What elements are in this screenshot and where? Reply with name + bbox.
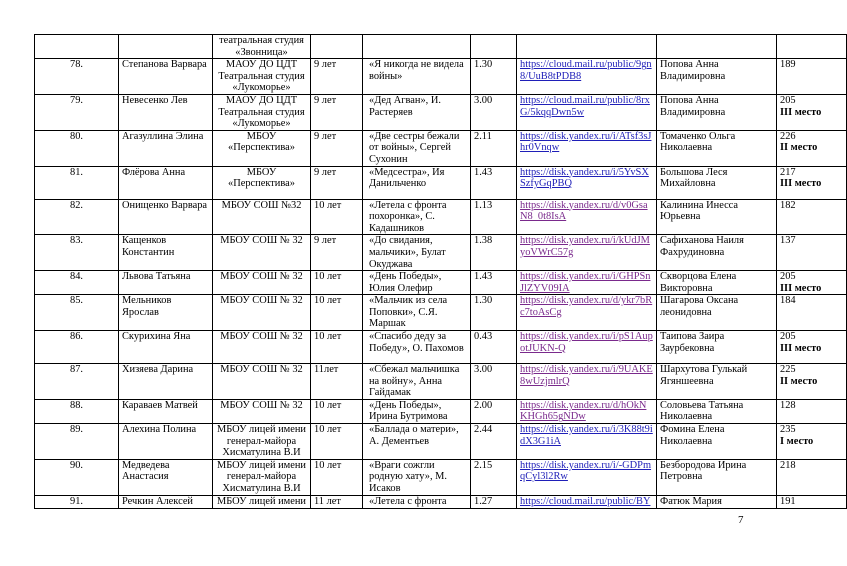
participant-name-text: Медведева Анастасия [122, 459, 170, 483]
row-number-cell [35, 331, 119, 364]
duration-cell [471, 424, 517, 460]
place-label: II место [780, 142, 818, 154]
teacher-name-text: Шагарова Оксана леонидовна [660, 295, 739, 318]
duration-cell [471, 130, 517, 166]
row-number-cell [35, 364, 119, 400]
organization-cell [213, 199, 311, 235]
teacher-name-text: Калинина Инесса Юрьевна [660, 199, 739, 223]
duration-text: 1.30 [474, 59, 493, 71]
video-link-cell [517, 364, 657, 400]
organization-cell [213, 364, 311, 400]
score-cell [777, 166, 847, 199]
score-value: 235 [780, 424, 796, 436]
results-table-body [35, 35, 847, 509]
duration-cell [471, 235, 517, 271]
video-link[interactable]: https://disk.yandex.ru/i/pS1AupotJUKN-Q [520, 331, 653, 354]
age-cell [311, 94, 363, 130]
teacher-name-cell [657, 166, 777, 199]
teacher-name-text: Соловьева Татьяна Николаевна [660, 399, 744, 423]
participant-name-cell [119, 399, 213, 423]
work-title-cell [363, 399, 471, 423]
teacher-name-text: Фомина Елена Николаевна [660, 424, 725, 447]
participant-name-cell [119, 459, 213, 495]
duration-cell [471, 59, 517, 95]
teacher-name-cell [657, 295, 777, 331]
organization-cell [213, 331, 311, 364]
duration-text: 1.30 [474, 295, 493, 307]
participant-name-cell [119, 295, 213, 331]
age-text: 10 лет [314, 424, 342, 436]
age-text: 9 лет [314, 130, 337, 142]
age-text: 10 лет [314, 331, 342, 343]
video-link-cell [517, 166, 657, 199]
work-title-cell [363, 166, 471, 199]
work-title-text: «Летела с фронта [369, 495, 447, 507]
row-number-text: 88. [70, 399, 83, 411]
duration-text: 2.11 [474, 130, 492, 142]
duration-text: 1.43 [474, 271, 493, 283]
age-cell [311, 130, 363, 166]
organization-cell [213, 295, 311, 331]
score-cell [777, 59, 847, 95]
score-value: 191 [780, 495, 796, 507]
video-link[interactable]: https://disk.yandex.ru/i/5YvSXSzfyGqPBQ [520, 166, 649, 190]
video-link-cell [517, 130, 657, 166]
work-title-text: «Я никогда не видела войны» [369, 59, 464, 82]
place-label: II место [780, 375, 818, 387]
organization-cell [213, 399, 311, 423]
teacher-name-cell [657, 424, 777, 460]
age-cell [311, 199, 363, 235]
work-title-text: «Сбежал мальчишка на войну», Анна Гайдамак [369, 364, 460, 399]
video-link[interactable]: https://disk.yandex.ru/i/-GDPmqCyl3l2Rw [520, 459, 652, 483]
place-label: III место [780, 178, 822, 190]
work-title-cell [363, 424, 471, 460]
teacher-name-cell [657, 94, 777, 130]
score-cell [777, 424, 847, 460]
row-number-cell [35, 35, 119, 59]
teacher-name-cell [657, 59, 777, 95]
work-title-cell [363, 35, 471, 59]
participant-name-cell [119, 271, 213, 295]
row-number-cell [35, 271, 119, 295]
video-link[interactable]: https://disk.yandex.ru/d/ykr7bRc7toAsCg [520, 295, 653, 318]
duration-cell [471, 364, 517, 400]
row-number-cell [35, 166, 119, 199]
teacher-name-text: Попова Анна Владимировна [660, 94, 726, 118]
participant-name-cell [119, 166, 213, 199]
teacher-name-text: Фатюк Мария [660, 495, 722, 507]
score-cell [777, 495, 847, 508]
age-text: 10 лет [314, 271, 342, 283]
score-cell [777, 94, 847, 130]
age-cell [311, 331, 363, 364]
row-number-text: 89. [70, 424, 83, 436]
teacher-name-cell [657, 130, 777, 166]
row-number-cell [35, 59, 119, 95]
organization-text: МБОУ СОШ № 32 [220, 331, 303, 343]
score-cell [777, 130, 847, 166]
duration-cell [471, 331, 517, 364]
work-title-cell [363, 271, 471, 295]
duration-text: 2.15 [474, 459, 493, 471]
duration-text: 3.00 [474, 94, 493, 106]
video-link[interactable]: https://cloud.mail.ru/public/8rxG/5kqqDwn5w [520, 94, 650, 118]
teacher-name-cell [657, 331, 777, 364]
row-number-text: 83. [70, 235, 83, 247]
results-table [34, 34, 847, 509]
score-value: 205 [780, 271, 796, 283]
work-title-cell [363, 59, 471, 95]
score-value: 218 [780, 459, 796, 471]
row-number-text: 84. [70, 271, 83, 283]
place-label: I место [780, 435, 814, 447]
video-link[interactable]: https://disk.yandex.ru/i/kUdJMyoVWrC57g [520, 235, 650, 258]
video-link-cell [517, 235, 657, 271]
organization-text: МБОУ СОШ № 32 [220, 235, 303, 247]
duration-text: 3.00 [474, 364, 493, 376]
work-title-cell [363, 130, 471, 166]
table-row [35, 235, 847, 271]
table-row [35, 271, 847, 295]
participant-name-text: Речкин Алексей [122, 495, 193, 507]
participant-name-cell [119, 364, 213, 400]
score-cell [777, 199, 847, 235]
organization-text: МАОУ ДО ЦДТ Театральная студия «Лукоморье» [218, 94, 305, 130]
table-row [35, 166, 847, 199]
score-value: 205 [780, 94, 796, 106]
organization-cell [213, 271, 311, 295]
duration-text: 2.44 [474, 424, 493, 436]
organization-cell [213, 235, 311, 271]
row-number-text: 82. [70, 199, 83, 211]
organization-cell [213, 94, 311, 130]
teacher-name-text: Шархутова Гулькай Ягяншеевна [660, 364, 748, 387]
work-title-text: «Мальчик из села Поповки», С.Я. Маршак [369, 295, 448, 330]
work-title-cell [363, 364, 471, 400]
score-value: 225 [780, 364, 796, 376]
duration-cell [471, 166, 517, 199]
teacher-name-text: Скворцова Елена Викторовна [660, 271, 737, 294]
score-cell [777, 271, 847, 295]
organization-cell [213, 495, 311, 508]
row-number-text: 91. [70, 495, 83, 507]
score-value: 128 [780, 399, 796, 411]
participant-name-text: Хизяева Дарина [122, 364, 194, 376]
results-table-wrapper [34, 34, 822, 509]
video-link-cell [517, 271, 657, 295]
video-link[interactable]: https://disk.yandex.ru/d/hOkNKHGh65gNDw [520, 399, 647, 423]
work-title-text: «День Победы», Ирина Бутримова [369, 399, 448, 423]
score-value: 226 [780, 130, 796, 142]
table-row [35, 459, 847, 495]
participant-name-cell [119, 94, 213, 130]
organization-text: МБОУ «Перспектива» [228, 130, 295, 154]
participant-name-text: Степанова Варвара [122, 59, 207, 71]
score-cell [777, 364, 847, 400]
age-cell [311, 295, 363, 331]
organization-text: МБОУ «Перспектива» [228, 166, 295, 190]
teacher-name-cell [657, 495, 777, 508]
age-text: 11 лет [314, 495, 341, 507]
teacher-name-text: Безбородова Ирина Петровна [660, 459, 747, 483]
age-text: 10 лет [314, 399, 342, 411]
participant-name-cell [119, 495, 213, 508]
age-text: 9 лет [314, 166, 337, 178]
score-cell [777, 399, 847, 423]
work-title-text: «Спасибо деду за Победу», О. Пахомов [369, 331, 464, 354]
age-text: 10 лет [314, 199, 342, 211]
score-value: 137 [780, 235, 796, 247]
participant-name-cell [119, 130, 213, 166]
age-text: 9 лет [314, 94, 337, 106]
duration-cell [471, 94, 517, 130]
duration-text: 1.13 [474, 199, 493, 211]
participant-name-text: Львова Татьяна [122, 271, 191, 283]
score-value: 189 [780, 59, 796, 71]
organization-text: МБОУ СОШ № 32 [220, 364, 303, 376]
participant-name-text: Караваев Матвей [122, 399, 198, 411]
participant-name-cell [119, 424, 213, 460]
work-title-cell [363, 94, 471, 130]
participant-name-text: Онищенко Варвара [122, 199, 208, 211]
organization-text: МБОУ лицей имени [217, 495, 306, 507]
age-cell [311, 166, 363, 199]
score-cell [777, 235, 847, 271]
table-row [35, 199, 847, 235]
table-row [35, 399, 847, 423]
age-text: 10 лет [314, 295, 342, 307]
row-number-cell [35, 424, 119, 460]
row-number-text: 79. [70, 94, 83, 106]
work-title-text: «Летела с фронта похоронка», С. Кадашников [369, 199, 447, 234]
work-title-cell [363, 495, 471, 508]
work-title-cell [363, 331, 471, 364]
duration-cell [471, 295, 517, 331]
teacher-name-cell [657, 235, 777, 271]
age-cell [311, 271, 363, 295]
duration-text: 1.43 [474, 166, 493, 178]
table-row [35, 364, 847, 400]
teacher-name-cell [657, 459, 777, 495]
teacher-name-cell [657, 271, 777, 295]
age-text: 11лет [314, 364, 339, 376]
organization-cell [213, 35, 311, 59]
work-title-cell [363, 295, 471, 331]
age-cell [311, 364, 363, 400]
video-link-cell [517, 424, 657, 460]
teacher-name-cell [657, 364, 777, 400]
organization-cell [213, 424, 311, 460]
teacher-name-text: Попова Анна Владимировна [660, 59, 726, 82]
row-number-text: 86. [70, 331, 83, 343]
video-link[interactable]: https://disk.yandex.ru/i/GHPSnJlZYV09IA [520, 271, 651, 294]
duration-cell [471, 495, 517, 508]
duration-cell [471, 271, 517, 295]
age-cell [311, 424, 363, 460]
participant-name-text: Мельников Ярослав [122, 295, 172, 318]
video-link-cell [517, 35, 657, 59]
organization-text: МБОУ лицей имени генерал-майора Хисматулина В.И [217, 459, 306, 494]
work-title-text: «Дед Агван», И. Растеряев [369, 94, 441, 118]
age-cell [311, 459, 363, 495]
work-title-cell [363, 199, 471, 235]
work-title-text: «Медсестра», Ия Данильченко [369, 166, 445, 190]
age-cell [311, 59, 363, 95]
teacher-name-cell [657, 199, 777, 235]
place-label: III место [780, 342, 822, 354]
video-link-cell [517, 199, 657, 235]
score-cell [777, 295, 847, 331]
row-number-text: 81. [70, 166, 83, 178]
video-link[interactable]: https://disk.yandex.ru/d/v0GsaN8_0t8IsA [520, 199, 648, 223]
score-value: 205 [780, 331, 796, 343]
table-row [35, 59, 847, 95]
teacher-name-cell [657, 35, 777, 59]
duration-cell [471, 459, 517, 495]
participant-name-text: Агазуллина Элина [122, 130, 204, 142]
video-link-cell [517, 295, 657, 331]
work-title-text: «До свидания, мальчики», Булат Окуджава [369, 235, 446, 270]
score-value: 217 [780, 166, 796, 178]
participant-name-cell [119, 59, 213, 95]
participant-name-cell [119, 235, 213, 271]
teacher-name-text: Таипова Заира Заурбековна [660, 331, 725, 354]
row-number-text: 80. [70, 130, 83, 142]
age-cell [311, 35, 363, 59]
row-number-cell [35, 199, 119, 235]
row-number-cell [35, 459, 119, 495]
age-cell [311, 235, 363, 271]
row-number-cell [35, 399, 119, 423]
work-title-text: «Две сестры бежали от войны», Сергей Сухонин [369, 130, 460, 165]
video-link-cell [517, 495, 657, 508]
row-number-cell [35, 295, 119, 331]
video-link[interactable]: https://disk.yandex.ru/i/3K88t9idX3G1iA [520, 424, 653, 447]
organization-cell [213, 459, 311, 495]
age-text: 10 лет [314, 459, 342, 471]
row-number-text: 90. [70, 459, 83, 471]
score-cell [777, 35, 847, 59]
table-row [35, 94, 847, 130]
score-value: 184 [780, 295, 796, 307]
table-row [35, 424, 847, 460]
participant-name-text: Невесенко Лев [122, 94, 188, 106]
row-number-cell [35, 94, 119, 130]
teacher-name-cell [657, 399, 777, 423]
table-row [35, 495, 847, 508]
work-title-text: «Баллада о матери», А. Дементьев [369, 424, 459, 447]
teacher-name-text: Сафиханова Наиля Фахрудиновна [660, 235, 744, 258]
participant-name-text: Скурихина Яна [122, 331, 191, 343]
table-row [35, 130, 847, 166]
video-link[interactable]: https://disk.yandex.ru/i/ATsf3sJhr0Vnqw [520, 130, 652, 154]
video-link-cell [517, 331, 657, 364]
organization-text: МБОУ СОШ №32 [221, 199, 302, 211]
age-text: 9 лет [314, 59, 337, 71]
duration-cell [471, 35, 517, 59]
duration-text: 1.38 [474, 235, 493, 247]
work-title-text: «День Победы», Юлия Олефир [369, 271, 442, 294]
participant-name-text: Флёрова Анна [122, 166, 186, 178]
score-cell [777, 331, 847, 364]
video-link-cell [517, 94, 657, 130]
organization-text: МБОУ СОШ № 32 [220, 271, 303, 283]
table-row [35, 35, 847, 59]
participant-name-text: Кащенков Константин [122, 235, 175, 258]
organization-text: театральная студия «Звонница» [219, 35, 304, 58]
video-link[interactable]: https://cloud.mail.ru/public/BY [520, 495, 651, 507]
participant-name-cell [119, 331, 213, 364]
duration-text: 0.43 [474, 331, 493, 343]
organization-text: МАОУ ДО ЦДТ Театральная студия «Лукоморье» [218, 59, 305, 94]
page-number: 7 [738, 514, 744, 526]
row-number-cell [35, 495, 119, 508]
table-row [35, 331, 847, 364]
organization-text: МБОУ СОШ № 32 [220, 399, 303, 411]
age-cell [311, 495, 363, 508]
participant-name-text: Алехина Полина [122, 424, 197, 436]
row-number-text: 85. [70, 295, 83, 307]
table-row [35, 295, 847, 331]
duration-text: 1.27 [474, 495, 493, 507]
video-link[interactable]: https://disk.yandex.ru/i/9UAKE8wUzjmlrQ [520, 364, 653, 387]
place-label: III место [780, 282, 822, 294]
duration-cell [471, 399, 517, 423]
video-link-cell [517, 399, 657, 423]
video-link-cell [517, 59, 657, 95]
participant-name-cell [119, 35, 213, 59]
organization-cell [213, 166, 311, 199]
age-cell [311, 399, 363, 423]
video-link-cell [517, 459, 657, 495]
row-number-cell [35, 235, 119, 271]
duration-text: 2.00 [474, 399, 493, 411]
teacher-name-text: Большова Леся Михайловна [660, 166, 728, 190]
participant-name-cell [119, 199, 213, 235]
row-number-cell [35, 130, 119, 166]
place-label: III место [780, 106, 822, 118]
organization-text: МБОУ лицей имени генерал-майора Хисматулина В.И [217, 424, 306, 459]
organization-cell [213, 59, 311, 95]
age-text: 9 лет [314, 235, 337, 247]
duration-cell [471, 199, 517, 235]
organization-cell [213, 130, 311, 166]
score-value: 182 [780, 199, 796, 211]
row-number-text: 78. [70, 59, 83, 71]
row-number-text: 87. [70, 364, 83, 376]
teacher-name-text: Томаченко Ольга Николаевна [660, 130, 736, 154]
score-cell [777, 459, 847, 495]
work-title-text: «Враги сожгли родную хату», М. Исаков [369, 459, 447, 494]
work-title-cell [363, 459, 471, 495]
work-title-cell [363, 235, 471, 271]
organization-text: МБОУ СОШ № 32 [220, 295, 303, 307]
video-link[interactable]: https://cloud.mail.ru/public/9gn8/UuB8tPDB8 [520, 59, 652, 82]
